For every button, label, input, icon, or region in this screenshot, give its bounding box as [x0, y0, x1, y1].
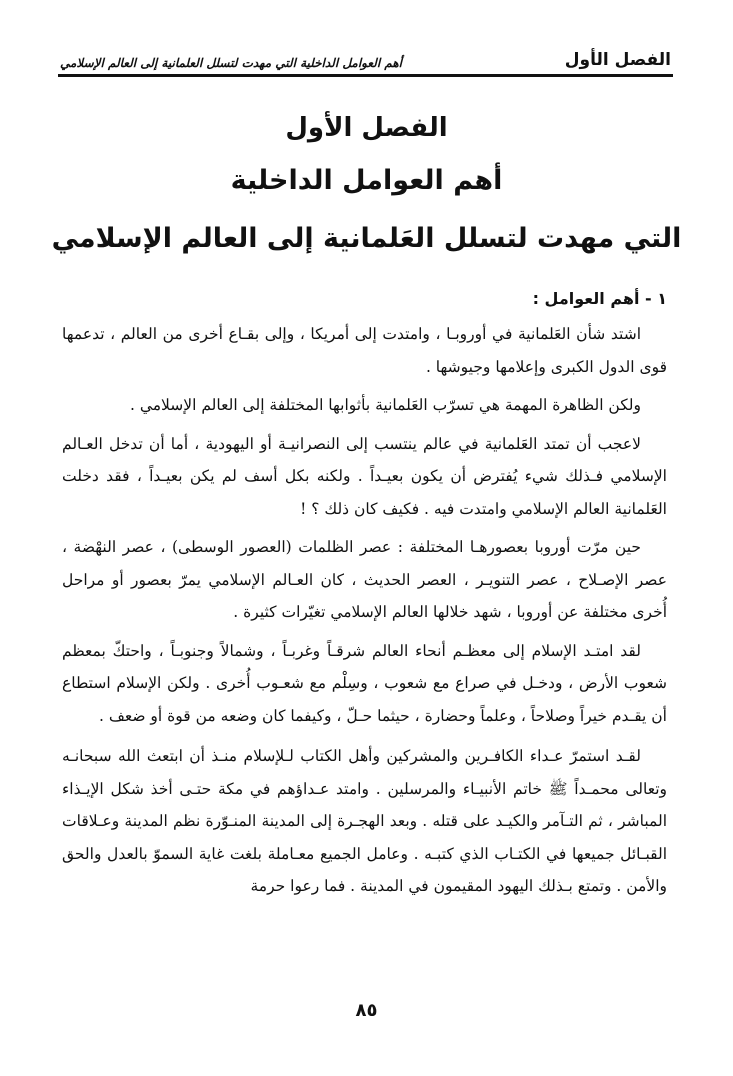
running-header-chapter: الفصل الأول: [564, 50, 671, 70]
chapter-titles: [40, 104, 693, 268]
paragraph: لقـد استمرّ عـداء الكافـرين والمشركين وأهل الكتاب لـلإسلام منـذ أن ابتعث الله سبحانـه وتعالى محمـداً ﷺ خاتم الأنبيـاء والمرسلين . وامتد عـداؤهم في مكة حتـى أخذ شكل الإيـذاء المباشر ، ثم التـآمر والكيـد على قتله . وبعد الهجـرة إلى المدينة المنـوّرة نظم المدينة وعـلاقات القبـائل جميعها في الكتـاب الذي كتبـه . وعامل الجميع معـاملة بلغت غاية السموّ بالعدل والحق والأمن . وتمتع بـذلك اليهود المقيمون في المدينة . فما رعوا حرمة: [62, 747, 667, 895]
chapter-title: الفصل الأول: [285, 113, 448, 143]
paragraph: لقد امتـد الإسلام إلى معظـم أنحاء العالم شرقـاً وغربـاً ، وشمالاً وجنوبـاً ، واحتكّ بمعظم شعوب الأرض ، ودخـل في صراع مع شعوب ، وسِلْم مع شعـوب أُخرى . ولكن الإسلام استطاع أن يقـدم خيراً وصلاحاً ، وعلماً وحضارة ، حيثما حـلّ ، وكيفما كان وضعه من قوة أو ضعف .: [62, 641, 667, 725]
running-header: [60, 44, 671, 70]
paragraph: لاعجب أن تمتد العَلمانية في عالم ينتسب إلى النصرانيـة أو اليهودية ، أما أن تدخل العـالم الإسلامي فـذلك شيء يُفترض أن يكون بعيـداً . ولكنه بكل أسف لم يكن بعيـداً ، فقد دخلت العَلمانية العالم الإسلامي وامتدت فيه . فكيف كان ذلك ؟ !: [62, 434, 667, 518]
section-heading: ١ - أهم العوامل :: [532, 289, 667, 308]
body-text: [62, 284, 667, 909]
paragraph: حين مرّت أوروبا بعصورهـا المختلفة : عصر الظلمات (العصور الوسطى) ، عصر النهْضة ، عصر الإصـلاح ، عصر التنويـر ، العصر الحديث ، كان العـالم الإسلامي يمرّ بعصور أو مراحل أُخرى مختلفة عن أوروبا ، شهد خلالها العالم الإسلامي تغيّرات كثيرة .: [62, 538, 667, 621]
header-rule: [58, 74, 673, 77]
paragraph: ولكن الظاهرة المهمة هي تسرّب العَلمانية بأثوابها المختلفة إلى العالم الإسلامي .: [129, 396, 641, 414]
chapter-subtitle-1: أهم العوامل الداخلية: [230, 165, 503, 196]
running-header-section: أهم العوامل الداخلية التي مهدت لتسلل العلمانية إلى العالم الإسلامي: [60, 56, 402, 70]
page-number: ٨٥: [355, 1000, 378, 1021]
paragraph: اشتد شأن العَلمانية في أوروبـا ، وامتدت إلى أمريكا ، وإلى بقـاع أخرى من العالم ، تدعمها قوى الدول الكبرى وإعلامها وجيوشها .: [62, 325, 667, 376]
chapter-subtitle-2: التي مهدت لتسلل العَلمانية إلى العالم الإسلامي: [51, 223, 682, 254]
